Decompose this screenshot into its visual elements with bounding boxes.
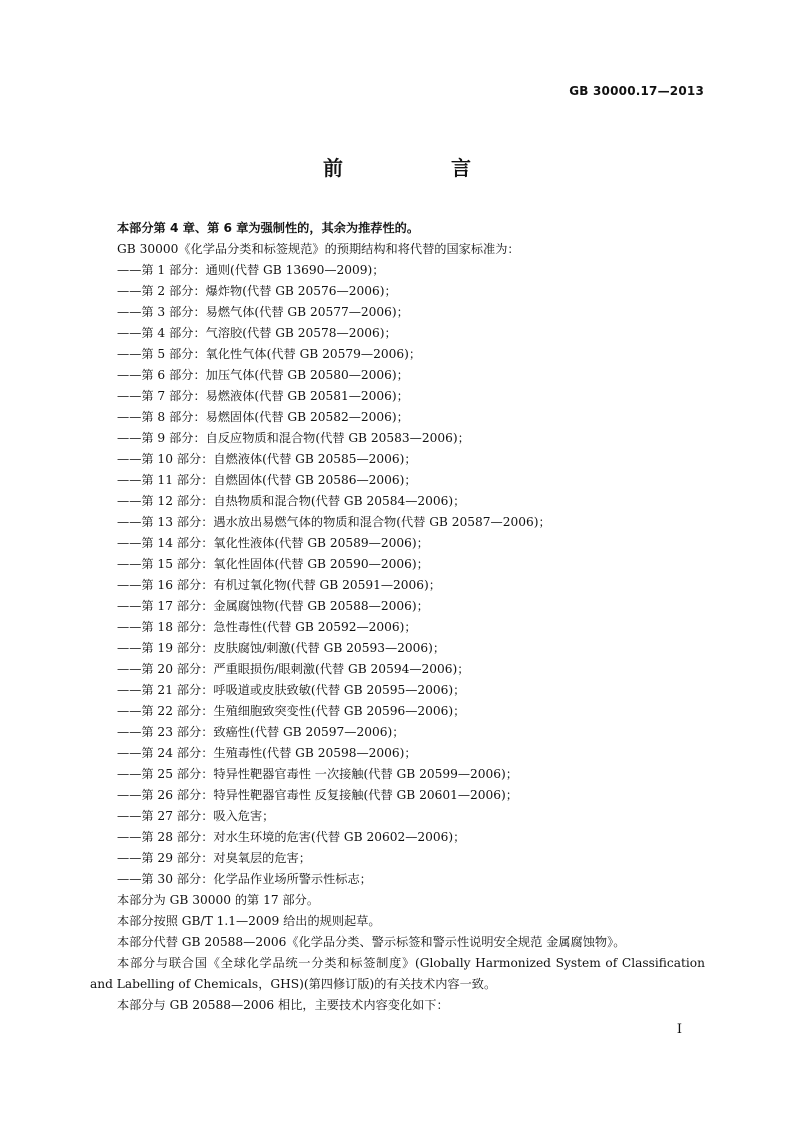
replacement-statement: 本部分代替 GB 20588—2006《化学品分类、警示标签和警示性说明安全规范 金属腐蚀物》。 (117, 935, 626, 949)
part-list-item: ——第 18 部分：急性毒性(代替 GB 20592—2006)； (117, 620, 417, 634)
part-list-item: ——第 25 部分：特异性靶器官毒性 一次接触(代替 GB 20599—2006)； (117, 767, 518, 781)
part-list-item: ——第 14 部分：氧化性液体(代替 GB 20589—2006)； (117, 536, 429, 550)
drafting-rules: 本部分按照 GB/T 1.1—2009 给出的规则起草。 (117, 914, 381, 928)
part-list-item: ——第 27 部分：吸入危害； (117, 809, 275, 823)
part-list-item: ——第 30 部分：化学品作业场所警示性标志； (117, 872, 372, 886)
part-list-item: ——第 24 部分：生殖毒性(代替 GB 20598—2006)； (117, 746, 417, 760)
part-list-item: ——第 7 部分：易燃液体(代替 GB 20581—2006)； (117, 389, 409, 403)
part-list-item: ——第 9 部分：自反应物质和混合物(代替 GB 20583—2006)； (117, 431, 470, 445)
part-list-item: ——第 6 部分：加压气体(代替 GB 20580—2006)； (117, 368, 409, 382)
part-list-item: ——第 17 部分：金属腐蚀物(代替 GB 20588—2006)； (117, 599, 429, 613)
mandatory-statement: 本部分第 4 章、第 6 章为强制性的，其余为推荐性的。 (117, 221, 420, 235)
part-list-item: ——第 3 部分：易燃气体(代替 GB 20577—2006)； (117, 305, 409, 319)
part-list-item: ——第 19 部分：皮肤腐蚀/刺激(代替 GB 20593—2006)； (117, 641, 446, 655)
part-list-item: ——第 5 部分：氧化性气体(代替 GB 20579—2006)； (117, 347, 422, 361)
part-statement: 本部分为 GB 30000 的第 17 部分。 (117, 893, 320, 907)
part-list-item: ——第 1 部分：通则(代替 GB 13690—2009)； (117, 263, 385, 277)
ghs-consistency: 本部分与联合国《全球化学品统一分类和标签制度》(Globally Harmonized System of Classification and Labelling of Chemicals，GHS)(第四修订版)的有关技术内容一致。 (90, 956, 705, 991)
part-list-item: ——第 26 部分：特异性靶器官毒性 反复接触(代替 GB 20601—2006)； (117, 788, 518, 802)
part-list-item: ——第 12 部分：自热物质和混合物(代替 GB 20584—2006)； (117, 494, 466, 508)
part-list-item: ——第 20 部分：严重眼损伤/眼刺激(代替 GB 20594—2006)； (117, 662, 470, 676)
part-list-item: ——第 11 部分：自燃固体(代替 GB 20586—2006)； (117, 473, 417, 487)
part-list-item: ——第 2 部分：爆炸物(代替 GB 20576—2006)； (117, 284, 397, 298)
part-list-item: ——第 10 部分：自燃液体(代替 GB 20585—2006)； (117, 452, 417, 466)
part-list-item: ——第 13 部分：遇水放出易燃气体的物质和混合物(代替 GB 20587—2006)； (117, 515, 551, 529)
page-number: I (676, 1022, 682, 1037)
page-title: 前 言 (323, 156, 515, 180)
structure-intro: GB 30000《化学品分类和标签规范》的预期结构和将代替的国家标准为： (117, 242, 520, 256)
part-list-item: ——第 8 部分：易燃固体(代替 GB 20582—2006)； (117, 410, 409, 424)
part-list-item: ——第 22 部分：生殖细胞致突变性(代替 GB 20596—2006)； (117, 704, 466, 718)
foreword-body (90, 218, 705, 1016)
parts-list (90, 260, 705, 890)
part-list-item: ——第 28 部分：对水生环境的危害(代替 GB 20602—2006)； (117, 830, 466, 844)
part-list-item: ——第 16 部分：有机过氧化物(代替 GB 20591—2006)； (117, 578, 441, 592)
part-list-item: ——第 29 部分：对臭氧层的危害； (117, 851, 311, 865)
standard-number: GB 30000.17—2013 (569, 84, 704, 98)
part-list-item: ——第 23 部分：致癌性(代替 GB 20597—2006)； (117, 725, 405, 739)
part-list-item: ——第 21 部分：呼吸道或皮肤致敏(代替 GB 20595—2006)； (117, 683, 466, 697)
part-list-item: ——第 4 部分：气溶胶(代替 GB 20578—2006)； (117, 326, 397, 340)
part-list-item: ——第 15 部分：氧化性固体(代替 GB 20590—2006)； (117, 557, 429, 571)
changes-intro: 本部分与 GB 20588—2006 相比，主要技术内容变化如下： (117, 998, 449, 1012)
